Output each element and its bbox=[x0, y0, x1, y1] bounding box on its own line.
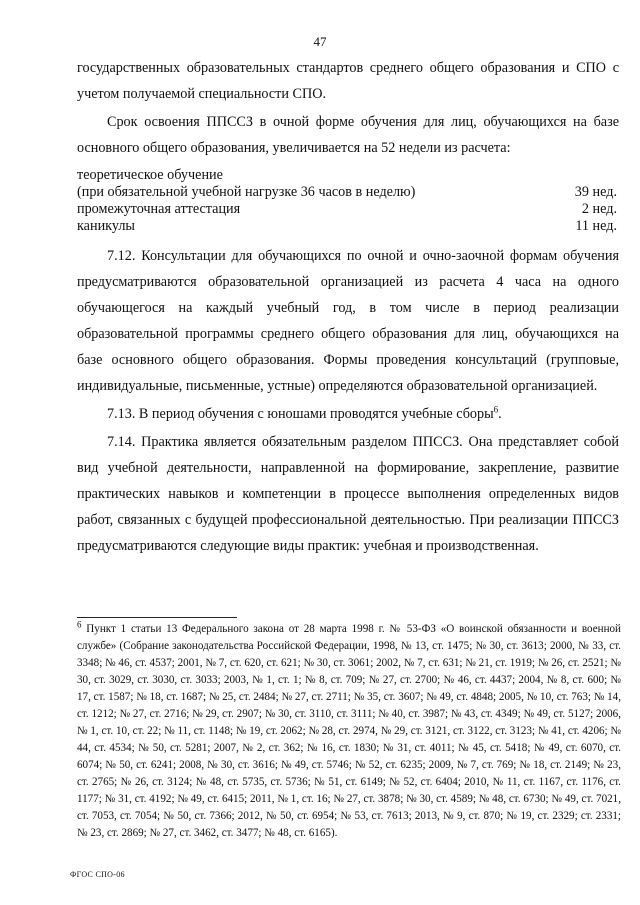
footnote-text: Пункт 1 статьи 13 Федерального закона от 28 марта 1998 г. № 53-ФЗ «О воинской обязанности и военной службе» (Собрание законодательства Российской Федерации, 1998, № 13, ст. 1475; № 30, ст. 3613; 2000, № 33, ст. 3348; № 46, ст. 4537; 2001, № 7, ст. 620, ст. 621; № 30, ст. 3061; 2002, № 7, ст. 631; № 21, ст. 1919; № 26, ст. 2521; № 30, ст. 3029, ст. 3030, ст. 3033; 2003, № 1, ст. 1; № 8, ст. 709; № 27, ст. 2700; № 46, ст. 4437; 2004, № 8, ст. 600; № 17, ст. 1587; № 18, ст. 1687; № 25, ст. 2484; № 27, ст. 2711; № 35, ст. 3607; № 49, ст. 4848; 2005, № 10, ст. 763; № 14, ст. 1212; № 27, ст. 2716; № 29, ст. 2907; № 30, ст. 3110, ст. 3111; № 40, ст. 3987; № 43, ст. 4349; № 49, ст. 5127; 2006, № 1, ст. 10, ст. 22; № 11, ст. 1148; № 19, ст. 2062; № 28, ст. 2974, № 29, ст. 3121, ст. 3122, ст. 3123; № 41, ст. 4206; № 44, ст. 4534; № 50, ст. 5281; 2007, № 2, ст. 362; № 16, ст. 1830; № 31, ст. 4011; № 45, ст. 5418; № 49, ст. 6070, ст. 6074; № 50, ст. 6241; 2008, № 30, ст. 3616; № 49, ст. 5746; № 52, ст. 6235; 2009, № 7, ст. 769; № 18, ст. 2149; № 23, ст. 2765; № 26, ст. 3124; № 48, ст. 5735, ст. 5736; № 51, ст. 6149; № 52, ст. 6404; 2010, № 11, ст. 1167, ст. 1176, ст. 1177; № 31, ст. 4192; № 49, ст. 6415; 2011, № 1, ст. 16; № 27, ст. 3878; № 30, ст. 4589; № 48, ст. 6730; № 49, ст. 7021, ст. 7053, ст. 7054; № 50, ст. 7366; 2012, № 50, ст. 6954; № 53, ст. 7613; 2013, № 9, ст. 870; № 19, ст. 2329; ст. 2331; № 23, ст. 2869; № 27, ст. 3462, ст. 3477; № 48, ст. 6165). bbox=[77, 623, 621, 839]
paragraph-7-13-text: 7.13. В период обучения с юношами проводятся учебные сборы bbox=[107, 406, 494, 422]
schedule-list bbox=[77, 167, 619, 235]
footnote-divider bbox=[77, 617, 237, 618]
paragraph-intro: государственных образовательных стандартов среднего общего образования и СПО с учетом получаемой специальности СПО. bbox=[77, 60, 619, 102]
paragraph-7-13: 7.13. В период обучения с юношами проводятся учебные сборы$^6$. bbox=[107, 404, 502, 422]
schedule-item-assessment-title: промежуточная аттестация bbox=[77, 201, 241, 217]
footnote-reference[interactable]: 6 bbox=[493, 404, 499, 415]
schedule-item-holidays bbox=[77, 218, 619, 235]
page-number: 47 bbox=[313, 34, 327, 49]
paragraph-study-duration: Срок освоения ППССЗ в очной форме обучения для лиц, обучающихся на базе основного общего образования, увеличивается на 52 недели из расчета: bbox=[77, 114, 619, 156]
schedule-item-theory bbox=[77, 184, 619, 201]
schedule-item-theory-title: теоретическое обучение bbox=[77, 167, 223, 183]
schedule-item-holidays-title: каникулы bbox=[77, 218, 135, 234]
main-text bbox=[77, 55, 619, 561]
footnote bbox=[77, 621, 621, 842]
schedule-item-theory-value: 39 нед. bbox=[574, 184, 617, 200]
schedule-item-holidays-value: 11 нед. bbox=[575, 218, 617, 234]
schedule-item-assessment-value: 2 нед. bbox=[581, 201, 617, 217]
paragraph-7-12: 7.12. Консультации для обучающихся по очной и очно-заочной формам обучения предусматриваются образовательной организацией из расчета 4 часа на одного обучающегося на каждый учебный год, в том числе в период реализации образовательной программы среднего общего образования для лиц, обучающихся на базе основного общего образования. Формы проведения консультаций (групповые, индивидуальные, письменные, устные) определяются образовательной организацией. bbox=[77, 248, 619, 394]
footnote-number: 6 bbox=[77, 619, 82, 630]
paragraph-7-14: 7.14. Практика является обязательным разделом ППССЗ. Она представляет собой вид учебной деятельности, направленной на формирование, закрепление, развитие практических навыков и компетенции в процессе выполнения определенных видов работ, связанных с будущей профессиональной деятельностью. При реализации ППССЗ предусматриваются следующие виды практик: учебная и производственная. bbox=[77, 434, 619, 554]
schedule-item-assessment bbox=[77, 201, 619, 218]
schedule-item-theory-detail: (при обязательной учебной нагрузке 36 часов в неделю) bbox=[77, 184, 416, 200]
footer-code: ФГОС СПО-06 bbox=[70, 870, 125, 879]
